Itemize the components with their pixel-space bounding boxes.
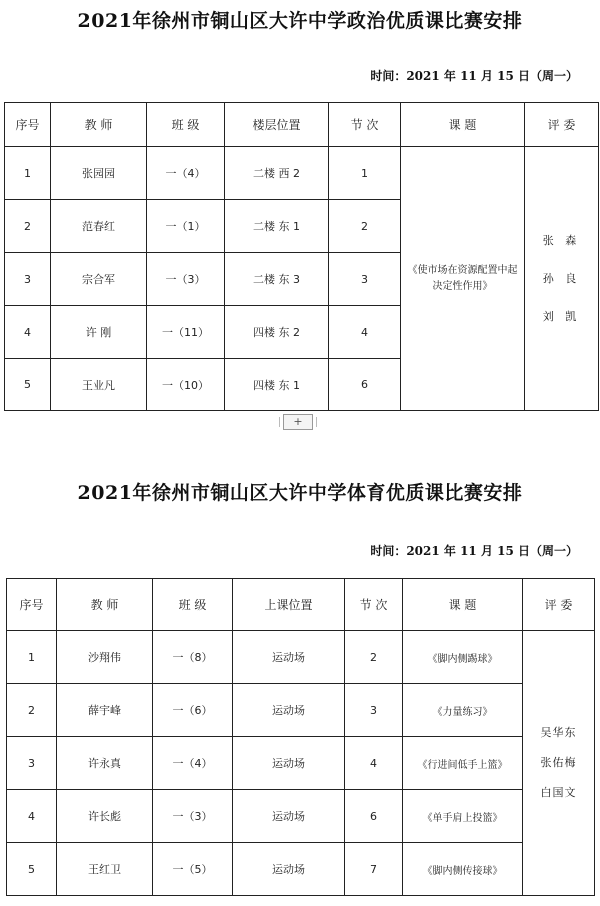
cell-period: 6 (345, 790, 403, 843)
cell-period: 2 (329, 200, 401, 253)
cell-teacher: 薛宇峰 (57, 684, 153, 737)
cell-teacher: 王红卫 (57, 843, 153, 896)
judge-name: 吴华东 (540, 726, 577, 739)
cell-location: 运动场 (233, 631, 345, 684)
header-period: 节 次 (345, 579, 403, 631)
table-row (7, 684, 595, 737)
cell-location: 运动场 (233, 737, 345, 790)
cell-judges (523, 631, 595, 896)
header-topic: 课 题 (403, 579, 523, 631)
cell-location: 二楼 东 3 (225, 253, 329, 306)
cell-period: 6 (329, 359, 401, 411)
cell-no: 1 (5, 147, 51, 200)
cell-location: 四楼 东 1 (225, 359, 329, 411)
cell-class: 一（5） (153, 843, 233, 896)
cell-no: 5 (7, 843, 57, 896)
cell-topic (401, 147, 525, 411)
cell-class: 一（3） (147, 253, 225, 306)
cell-no: 1 (7, 631, 57, 684)
cell-class: 一（3） (153, 790, 233, 843)
cell-class: 一（11） (147, 306, 225, 359)
cell-topic: 《脚内侧传接球》 (403, 843, 523, 896)
table-row (7, 737, 595, 790)
cell-no: 3 (7, 737, 57, 790)
cell-period: 3 (345, 684, 403, 737)
cell-location: 运动场 (233, 843, 345, 896)
section2-title: 2021年徐州市铜山区大许中学体育优质课比赛安排 (77, 482, 523, 504)
table-row (7, 631, 595, 684)
cell-class: 一（8） (153, 631, 233, 684)
judge-name: 刘 凯 (542, 309, 581, 323)
header-period: 节 次 (329, 103, 401, 147)
cell-topic: 《脚内侧踢球》 (403, 631, 523, 684)
cell-class: 一（1） (147, 200, 225, 253)
cell-no: 4 (7, 790, 57, 843)
cell-teacher: 范春红 (51, 200, 147, 253)
header-teacher: 教 师 (51, 103, 147, 147)
header-teacher: 教 师 (57, 579, 153, 631)
cell-teacher: 宗合军 (51, 253, 147, 306)
politics-schedule-table (4, 102, 599, 411)
cell-period: 2 (345, 631, 403, 684)
header-location: 上课位置 (233, 579, 345, 631)
cell-period: 3 (329, 253, 401, 306)
divider (316, 417, 317, 427)
cell-location: 四楼 东 2 (225, 306, 329, 359)
cell-teacher: 张园园 (51, 147, 147, 200)
cell-no: 2 (5, 200, 51, 253)
cell-period: 4 (329, 306, 401, 359)
cell-topic: 《单手肩上投篮》 (403, 790, 523, 843)
cell-location: 运动场 (233, 790, 345, 843)
cell-teacher: 王业凡 (51, 359, 147, 411)
judge-name: 孙 良 (542, 271, 581, 285)
cell-judges (525, 147, 599, 411)
table-header-row (5, 103, 599, 147)
header-judges: 评 委 (523, 579, 595, 631)
cell-location: 运动场 (233, 684, 345, 737)
cell-teacher: 许长彪 (57, 790, 153, 843)
header-class: 班 级 (153, 579, 233, 631)
table-row (7, 843, 595, 896)
table-row (5, 147, 599, 200)
cell-no: 4 (5, 306, 51, 359)
cell-location: 二楼 西 2 (225, 147, 329, 200)
cell-no: 5 (5, 359, 51, 411)
judge-name: 张佑梅 (540, 756, 577, 769)
header-judges: 评 委 (525, 103, 599, 147)
header-class: 班 级 (147, 103, 225, 147)
cell-period: 1 (329, 147, 401, 200)
cell-topic: 《行进间低手上篮》 (403, 737, 523, 790)
topic-text: 《使市场在资源配置中起决定性作用》 (407, 264, 518, 292)
table-header-row (7, 579, 595, 631)
cell-class: 一（6） (153, 684, 233, 737)
expand-button[interactable]: + (283, 414, 313, 430)
pe-schedule-table (6, 578, 595, 896)
cell-period: 4 (345, 737, 403, 790)
section2-date: 时间：2021 年 11 月 15 日（周一） (370, 544, 578, 558)
cell-class: 一（10） (147, 359, 225, 411)
judge-name: 张 森 (542, 233, 581, 247)
cell-class: 一（4） (147, 147, 225, 200)
cell-topic: 《力量练习》 (403, 684, 523, 737)
cell-no: 2 (7, 684, 57, 737)
cell-teacher: 许 刚 (51, 306, 147, 359)
cell-teacher: 沙翔伟 (57, 631, 153, 684)
header-location: 楼层位置 (225, 103, 329, 147)
cell-no: 3 (5, 253, 51, 306)
table-row (7, 790, 595, 843)
header-no: 序号 (7, 579, 57, 631)
cell-location: 二楼 东 1 (225, 200, 329, 253)
divider (279, 417, 280, 427)
cell-teacher: 许永真 (57, 737, 153, 790)
header-no: 序号 (5, 103, 51, 147)
section1-date: 时间：2021 年 11 月 15 日（周一） (370, 69, 578, 83)
cell-period: 7 (345, 843, 403, 896)
header-topic: 课 题 (401, 103, 525, 147)
section1-title: 2021年徐州市铜山区大许中学政治优质课比赛安排 (77, 10, 523, 32)
judge-name: 白国文 (540, 786, 577, 799)
cell-class: 一（4） (153, 737, 233, 790)
